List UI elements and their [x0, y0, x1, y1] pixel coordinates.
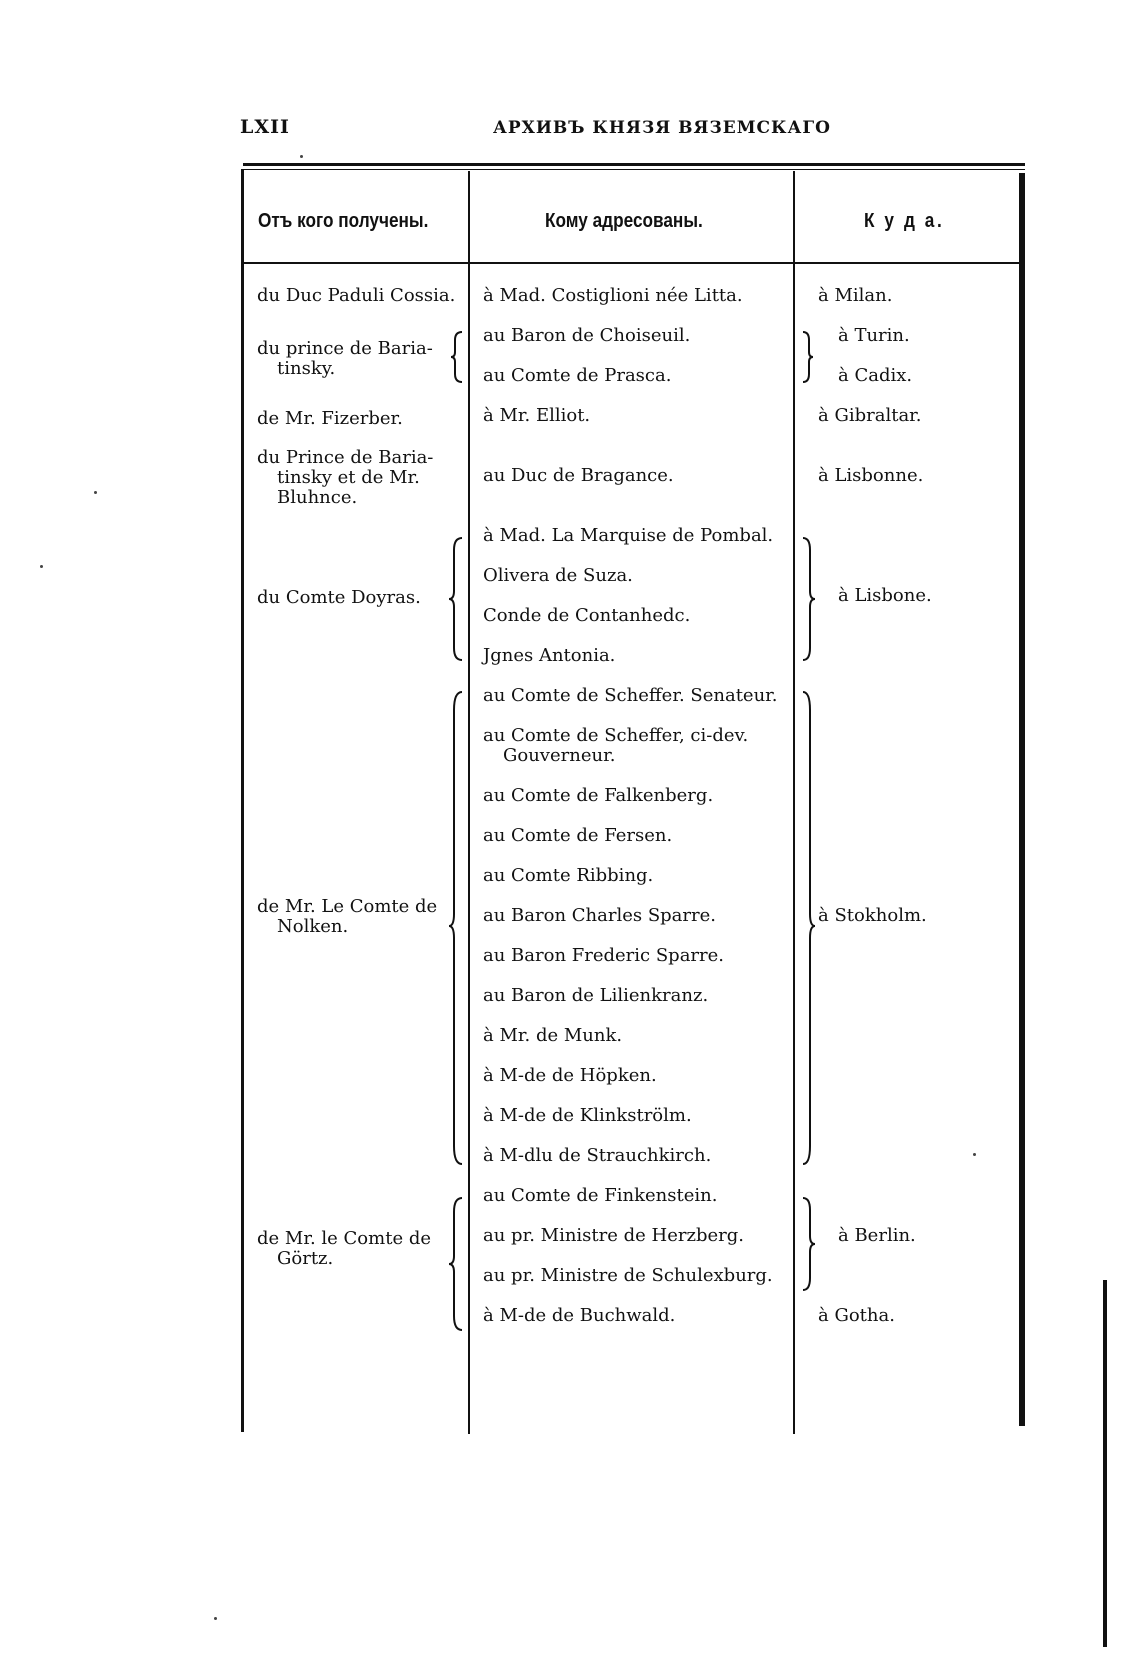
sender-cell: du Duc Paduli Cossia. — [257, 285, 456, 306]
page-edge-bar — [1103, 1280, 1107, 1647]
page-number: LXII — [240, 116, 290, 138]
destination-cell: à Cadix. — [838, 365, 913, 386]
recipient-cell: à Mad. Costiglioni née Litta. — [483, 285, 743, 306]
left-brace-icon — [448, 690, 464, 1166]
sender-cell: de Mr. Fizerber. — [257, 408, 403, 429]
destination-cell: à Stokholm. — [818, 905, 927, 926]
recipient-cell: à M-de de Buchwald. — [483, 1305, 676, 1326]
top-rule-thin — [243, 169, 1025, 170]
column-heading-to: Кому адресованы. — [545, 210, 703, 232]
destination-cell: à Turin. — [838, 325, 910, 346]
recipient-cell: au Comte de Scheffer, ci-dev. Gouverneur. — [483, 725, 749, 766]
column-heading-from: Отъ кого получены. — [258, 210, 429, 232]
print-speck — [40, 565, 43, 568]
recipient-cell: au Comte de Scheffer. Senateur. — [483, 685, 778, 706]
recipient-cell: à Mr. de Munk. — [483, 1025, 623, 1046]
recipient-cell: au Baron Frederic Sparre. — [483, 945, 725, 966]
print-speck — [94, 491, 97, 494]
recipient-cell: Conde de Contanhedc. — [483, 605, 691, 626]
sender-cell: de Mr. Le Comte de Nolken. — [257, 896, 438, 937]
column-heading-where: К у д а. — [864, 210, 945, 232]
sender-cell: du Prince de Baria- tinsky et de Mr. Bluhnce. — [257, 447, 434, 508]
recipient-cell: au pr. Ministre de Herzberg. — [483, 1225, 744, 1246]
sender-cell: de Mr. le Comte de Görtz. — [257, 1228, 431, 1269]
recipient-cell: au Comte Ribbing. — [483, 865, 654, 886]
running-title: АРХИВЪ КНЯЗЯ ВЯЗЕМСКАГО — [493, 118, 831, 138]
recipient-cell: Olivera de Suza. — [483, 565, 633, 586]
sender-cell: du Comte Doyras. — [257, 587, 421, 608]
recipient-cell: à M-de de Klinkströlm. — [483, 1105, 692, 1126]
recipient-cell: au Baron de Choiseuil. — [483, 325, 691, 346]
destination-cell: à Berlin. — [838, 1225, 916, 1246]
destination-cell: à Lisbonne. — [818, 465, 924, 486]
left-brace-icon — [450, 330, 464, 384]
destination-cell: à Milan. — [818, 285, 893, 306]
right-brace-icon — [802, 1196, 816, 1292]
table-left-border — [241, 169, 244, 1432]
right-brace-icon — [802, 536, 816, 662]
print-speck — [300, 155, 303, 158]
recipient-cell: au pr. Ministre de Schulexburg. — [483, 1265, 773, 1286]
destination-cell: à Lisbone. — [838, 585, 932, 606]
recipient-cell: au Comte de Fersen. — [483, 825, 673, 846]
recipient-cell: au Comte de Finkenstein. — [483, 1185, 718, 1206]
recipient-cell: au Comte de Falkenberg. — [483, 785, 714, 806]
destination-cell: à Gibraltar. — [818, 405, 922, 426]
destination-cell: à Gotha. — [818, 1305, 895, 1326]
column-divider-2 — [793, 171, 795, 1434]
recipient-cell: Jgnes Antonia. — [483, 645, 616, 666]
recipient-cell: au Baron de Lilienkranz. — [483, 985, 709, 1006]
top-rule — [243, 163, 1025, 166]
recipient-cell: au Baron Charles Sparre. — [483, 905, 716, 926]
table-right-border — [1019, 173, 1025, 1426]
recipient-cell: à M-dlu de Strauchkirch. — [483, 1145, 712, 1166]
print-speck — [214, 1617, 217, 1620]
recipient-cell: à M-de de Höpken. — [483, 1065, 657, 1086]
page-header — [240, 112, 1010, 142]
recipient-cell: au Duc de Bragance. — [483, 465, 674, 486]
right-brace-icon — [802, 330, 814, 384]
recipient-cell: à Mr. Elliot. — [483, 405, 591, 426]
left-brace-icon — [448, 1196, 464, 1332]
header-bottom-rule — [243, 262, 1025, 264]
recipient-cell: à Mad. La Marquise de Pombal. — [483, 525, 774, 546]
right-brace-icon — [802, 690, 816, 1166]
sender-cell: du prince de Baria- tinsky. — [257, 338, 433, 379]
left-brace-icon — [448, 536, 464, 662]
print-speck — [973, 1153, 976, 1156]
recipient-cell: au Comte de Prasca. — [483, 365, 672, 386]
column-divider-1 — [468, 171, 470, 1434]
